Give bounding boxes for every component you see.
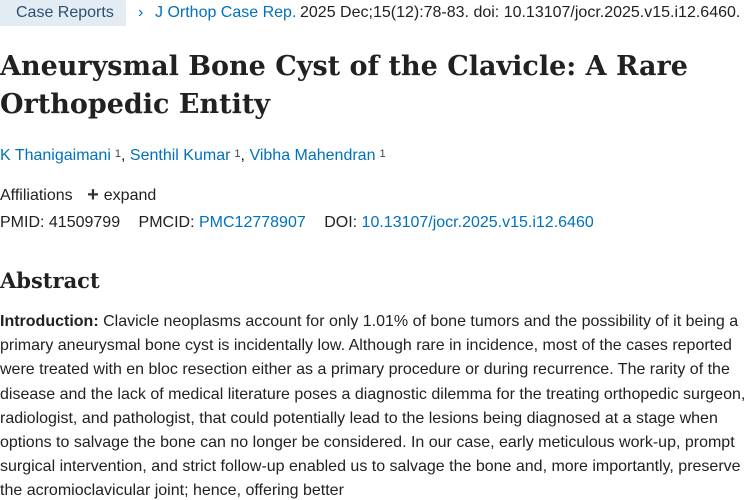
journal-link[interactable]: J Orthop Case Rep. — [155, 4, 297, 21]
doi-link[interactable]: 10.13107/jocr.2025.v15.i12.6460 — [361, 214, 594, 231]
identifiers-row — [0, 211, 594, 235]
author-separator: , — [240, 147, 245, 164]
introduction-text: Clavicle neoplasms account for only 1.01% of bone tumors and the possibility of it being a primary aneurysmal bone cyst is incidentally low. Although rare in incidence, most of the cases reported were treated with en bloc resection either as a primary procedure or during recurrence. The rarity of the disease and the lack of medical literature poses a diagnostic dilemma for the treating orthopedic surgeon, radiologist, and pathologist, that could potentially lead to the lesions being diagnosed at a stage when options to salvage the bone can no longer be considered. In our case, early meticulous work-up, prompt surgical intervention, and strict follow-up enabled us to salvage the bone and, more importantly, preserve the acromioclavicular joint; hence, offering better — [0, 313, 746, 500]
citation-bar — [0, 0, 750, 26]
author-link[interactable]: Vibha Mahendran — [249, 147, 376, 164]
pmcid-link[interactable]: PMC12778907 — [199, 214, 306, 231]
abstract-introduction — [0, 310, 750, 500]
affiliation-marker[interactable]: 1 — [379, 148, 386, 160]
affiliation-marker[interactable]: 1 — [114, 148, 122, 160]
article-title: Aneurysmal Bone Cyst of the Clavicle: A Rare Orthopedic Entity — [0, 51, 688, 120]
pmcid-label: PMCID: — [138, 214, 195, 231]
affiliation-marker[interactable]: 1 — [234, 148, 241, 160]
plus-icon: + — [87, 184, 99, 206]
author-list — [0, 144, 386, 168]
affiliations-row — [0, 182, 156, 208]
expand-label: expand — [103, 187, 157, 204]
author-link[interactable]: Senthil Kumar — [129, 147, 231, 164]
pmid-value: 41509799 — [48, 214, 121, 231]
citation-details: 2025 Dec;15(12):78-83. doi: 10.13107/jocr.2025.v15.i12.6460. — [300, 4, 741, 21]
abstract-heading: Abstract — [0, 268, 100, 293]
pmid-label: PMID: — [0, 214, 45, 231]
doi-label: DOI: — [324, 214, 358, 231]
affiliations-label: Affiliations — [0, 187, 73, 204]
author-separator: , — [121, 147, 126, 164]
introduction-label: Introduction: — [0, 313, 99, 330]
author-link[interactable]: K Thanigaimani — [0, 147, 111, 164]
publication-type-badge[interactable]: Case Reports — [0, 0, 126, 26]
expand-affiliations-button[interactable] — [87, 184, 157, 206]
chevron-right-icon: › — [138, 4, 144, 21]
